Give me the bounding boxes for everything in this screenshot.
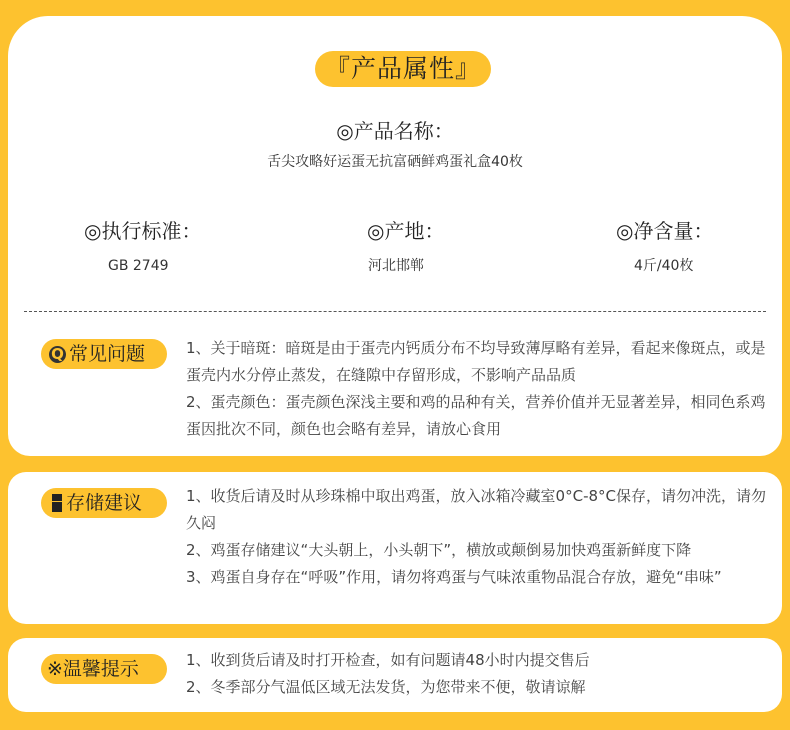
tips-text [186,647,766,701]
tips-badge-label: ※温馨提示 [47,658,139,680]
faq-item: 2、蛋壳颜色：蛋壳颜色深浅主要和鸡的品种有关，营养价值并无显著差异，相同色系鸡蛋因批次不同，颜色也会略有差异，请放心食用 [186,393,766,438]
product-name-label: ◎产品名称： [336,119,454,143]
net-content-value: 4斤/40枚 [634,258,694,274]
tips-card [8,638,782,712]
search-q-icon: Q [49,346,66,363]
faq-item: 1、关于暗斑：暗斑是由于蛋壳内钙质分布不均导致薄厚略有差异，看起来像斑点，或是蛋壳内水分停止蒸发，在缝隙中存留形成，不影响产品品质 [186,339,766,384]
tips-item: 1、收到货后请及时打开检查，如有问题请48小时内提交售后 [186,651,590,669]
tips-item: 2、冬季部分气温低区域无法发货，为您带来不便，敬请谅解 [186,678,586,696]
storage-item: 2、鸡蛋存储建议“大头朝上，小头朝下”，横放或颠倒易加快鸡蛋新鲜度下降 [186,541,692,559]
storage-item: 1、收货后请及时从珍珠棉中取出鸡蛋，放入冰箱冷藏室0°C-8°C保存，请勿冲洗，请勿久闷 [186,487,766,532]
faq-text [186,335,766,443]
product-attributes-card [8,16,782,456]
tips-badge [41,654,167,684]
fridge-icon [52,494,62,512]
storage-text [186,483,766,591]
storage-card [8,472,782,624]
product-name-value: 舌尖攻略好运蛋无抗富硒鲜鸡蛋礼盒40枚 [267,154,523,170]
section-title: 『产品属性』 [315,51,491,87]
faq-badge [41,339,167,369]
dashed-divider [24,311,766,312]
storage-badge [41,488,167,518]
faq-badge-label: 常见问题 [69,343,146,365]
standard-label: ◎执行标准： [84,219,202,243]
storage-badge-label: 存储建议 [66,492,143,514]
origin-value: 河北邯郸 [368,258,424,274]
standard-value: GB 2749 [108,258,169,274]
net-content-label: ◎净含量： [616,219,714,243]
origin-label: ◎产地： [367,219,445,243]
storage-item: 3、鸡蛋自身存在“呼吸”作用，请勿将鸡蛋与气味浓重物品混合存放，避免“串味” [186,568,722,586]
